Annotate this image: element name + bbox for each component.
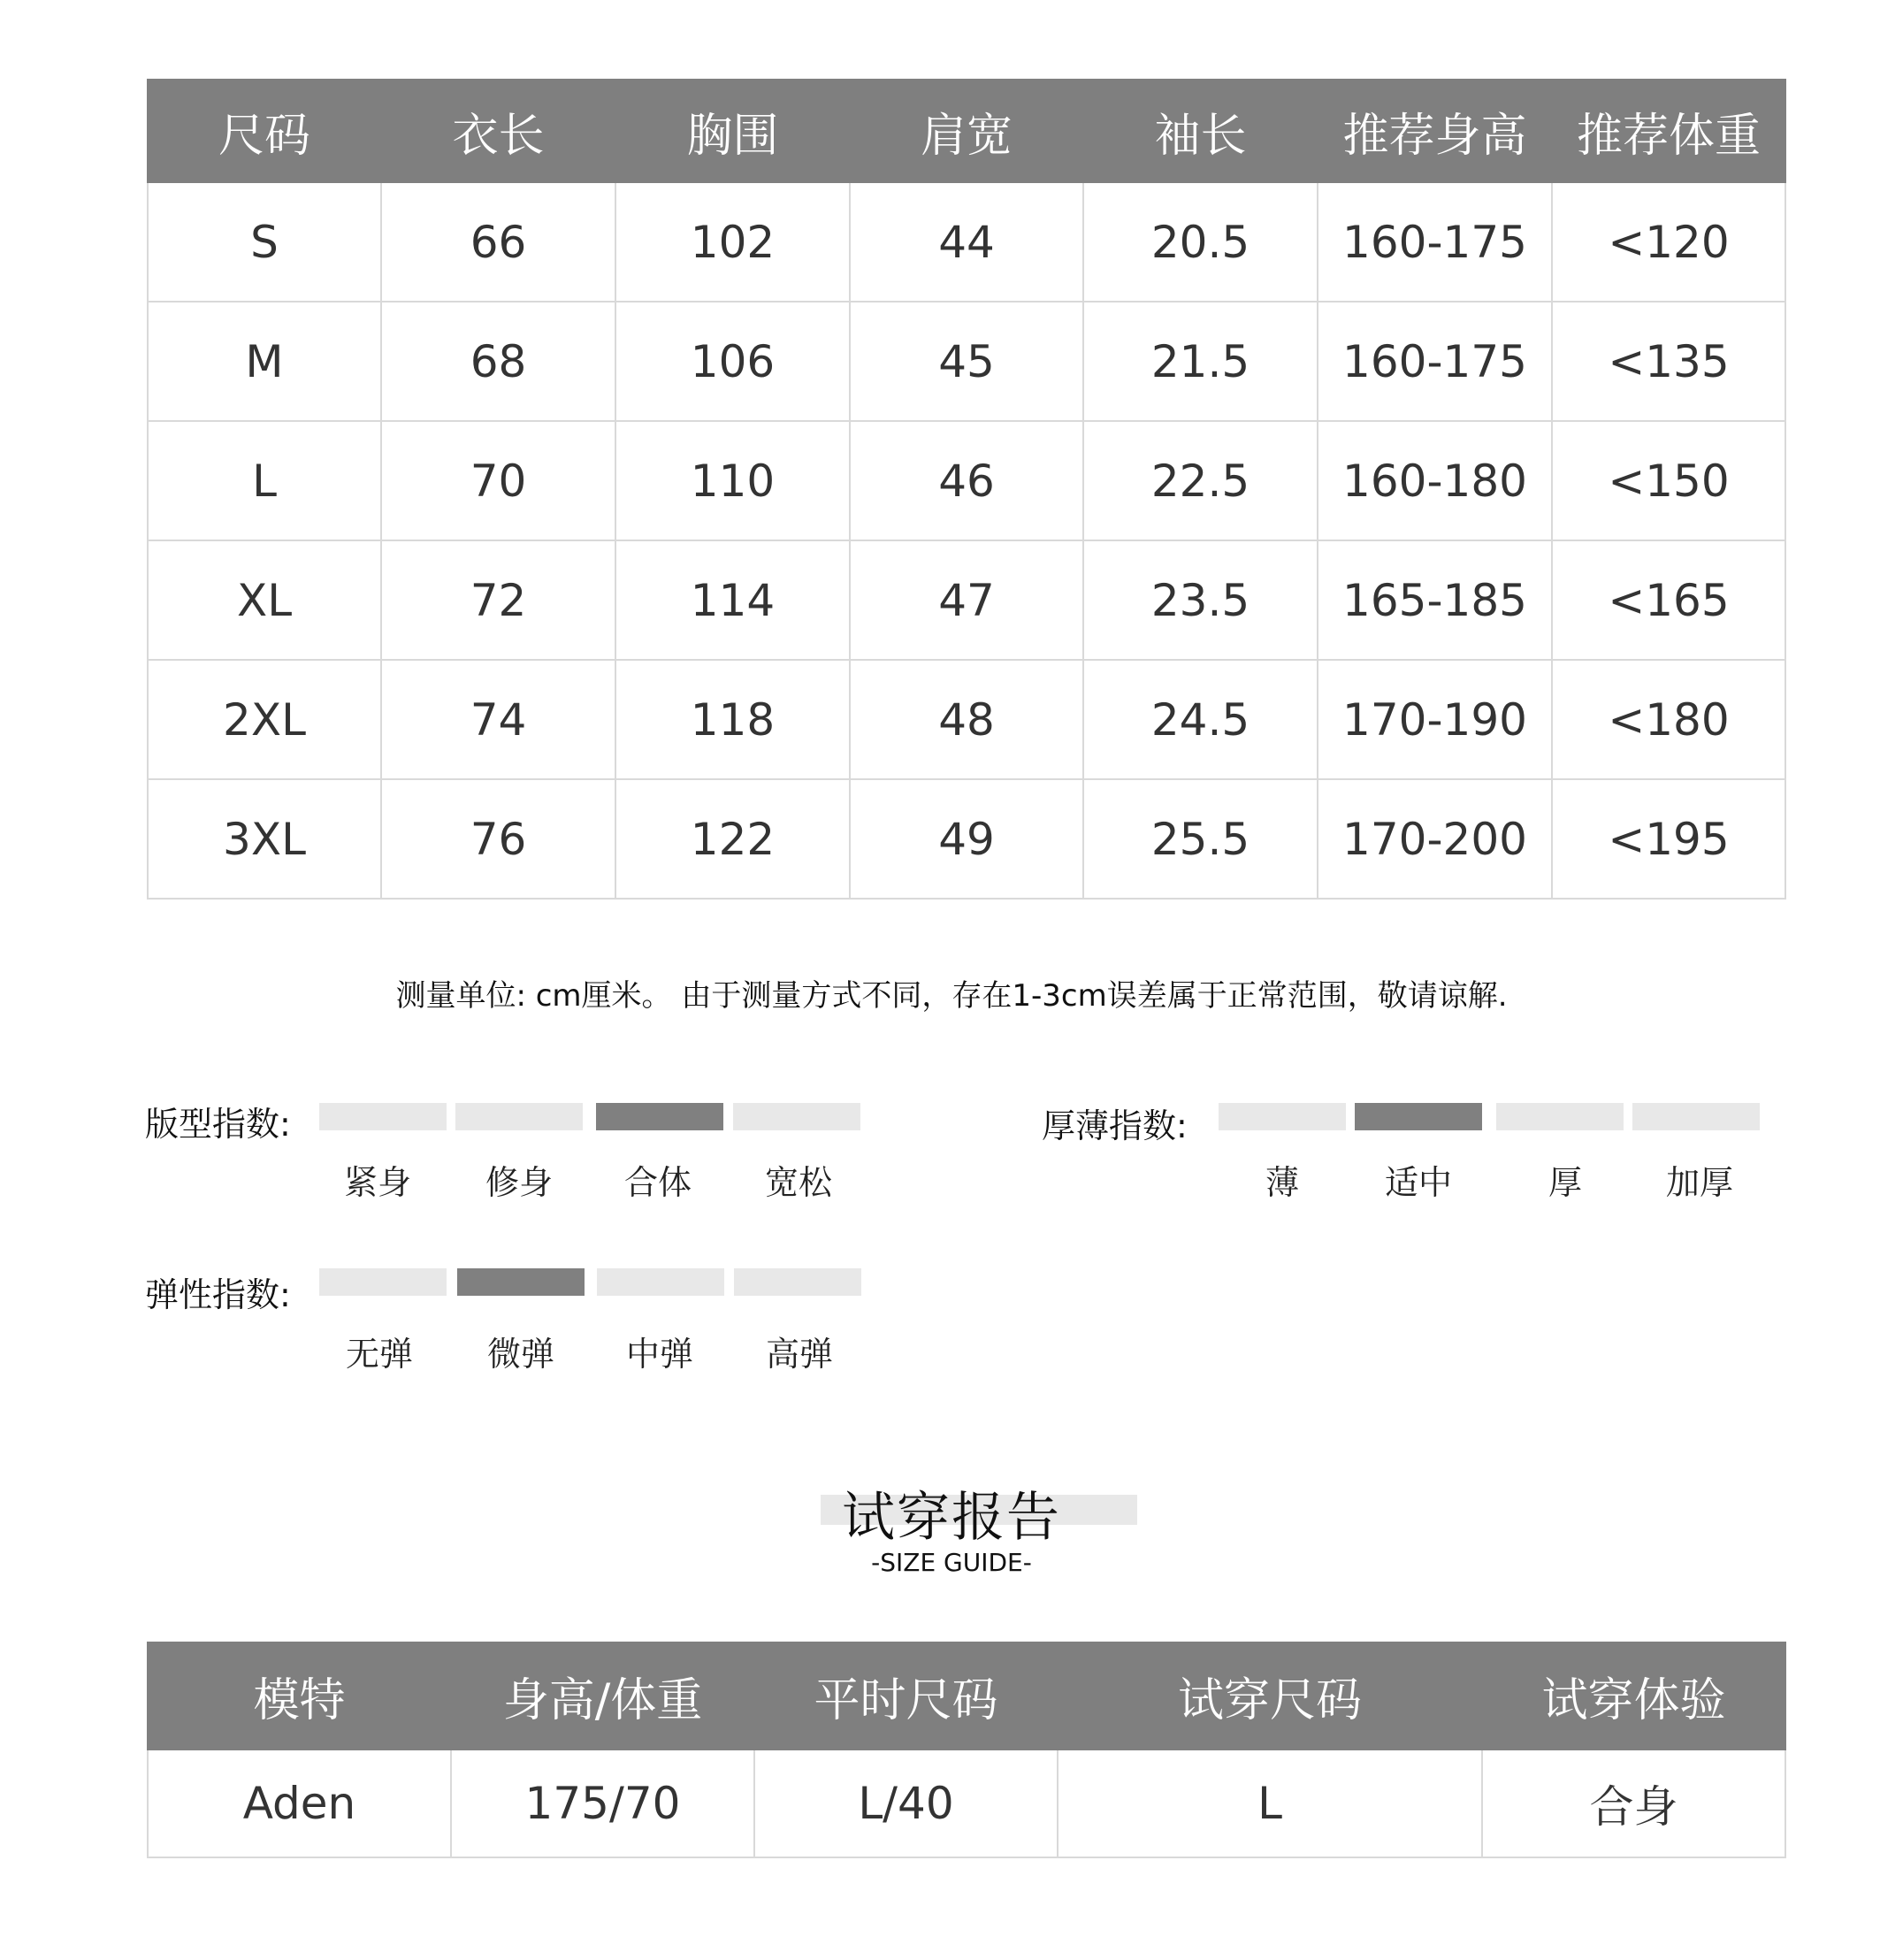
size-table-row (148, 182, 1785, 302)
size-table-cell: M (148, 302, 381, 421)
size-table-cell: <150 (1552, 421, 1785, 540)
elasticity-option-label: 无弹 (345, 1335, 413, 1374)
fit-option-label: 紧身 (343, 1163, 411, 1202)
tryon-table-cell: L/40 (754, 1749, 1058, 1857)
thickness-scale-segment (1355, 1103, 1482, 1130)
size-table-header: 推荐体重 (1552, 80, 1785, 182)
size-table-cell: <120 (1552, 182, 1785, 302)
tryon-table-cell: 175/70 (451, 1749, 754, 1857)
size-table-cell: 45 (850, 302, 1083, 421)
tryon-table-header: 试穿体验 (1482, 1642, 1785, 1749)
size-table-cell: 3XL (148, 779, 381, 899)
size-table-cell: 74 (381, 660, 615, 779)
fit-index-label: 版型指数: (145, 1105, 291, 1144)
size-table-cell: 47 (850, 540, 1083, 660)
tryon-subtitle: -SIZE GUIDE- (871, 1548, 1032, 1577)
size-table-cell: 23.5 (1083, 540, 1318, 660)
tryon-table-header-row (148, 1642, 1785, 1749)
size-table (147, 79, 1786, 900)
elasticity-scale-segment (597, 1268, 724, 1296)
fit-option-label: 宽松 (764, 1163, 832, 1202)
size-table-header: 肩宽 (850, 80, 1083, 182)
size-table-cell: 46 (850, 421, 1083, 540)
elasticity-index-label: 弹性指数: (145, 1275, 291, 1314)
size-table-cell: 24.5 (1083, 660, 1318, 779)
thickness-option-label: 薄 (1265, 1163, 1299, 1202)
size-table-cell: 68 (381, 302, 615, 421)
elasticity-option-label: 中弹 (625, 1335, 693, 1374)
size-table-cell: 165-185 (1318, 540, 1552, 660)
size-table-cell: 25.5 (1083, 779, 1318, 899)
size-table-row (148, 421, 1785, 540)
size-table-cell: 160-175 (1318, 302, 1552, 421)
tryon-table-cell: 合身 (1482, 1749, 1785, 1857)
size-table-cell: 21.5 (1083, 302, 1318, 421)
fit-scale-segment (455, 1103, 583, 1130)
size-table-row (148, 660, 1785, 779)
fit-scale-segment (733, 1103, 860, 1130)
size-table-cell: <195 (1552, 779, 1785, 899)
elasticity-option-label: 高弹 (765, 1335, 833, 1374)
size-table-cell: S (148, 182, 381, 302)
elasticity-scale-segment (457, 1268, 585, 1296)
thickness-option-label: 加厚 (1665, 1163, 1733, 1202)
tryon-title: 试穿报告 (842, 1487, 1061, 1549)
size-table-header: 衣长 (381, 80, 615, 182)
size-table-header-row (148, 80, 1785, 182)
fit-option-label: 合体 (623, 1163, 692, 1202)
size-table-header: 尺码 (148, 80, 381, 182)
size-table-cell: 48 (850, 660, 1083, 779)
size-table-header: 胸围 (615, 80, 850, 182)
size-table-cell: 110 (615, 421, 850, 540)
size-table-cell: <165 (1552, 540, 1785, 660)
fit-scale-segment (596, 1103, 723, 1130)
tryon-table-header: 平时尺码 (754, 1642, 1058, 1749)
tryon-table-header: 身高/体重 (451, 1642, 754, 1749)
elasticity-option-label: 微弹 (486, 1335, 554, 1374)
elasticity-scale-segment (319, 1268, 447, 1296)
size-table-cell: 114 (615, 540, 850, 660)
size-table-cell: 122 (615, 779, 850, 899)
thickness-scale-segment (1632, 1103, 1760, 1130)
size-table-cell: L (148, 421, 381, 540)
size-table-cell: 76 (381, 779, 615, 899)
size-table-cell: <180 (1552, 660, 1785, 779)
tryon-table-header: 试穿尺码 (1058, 1642, 1482, 1749)
size-table-cell: 170-200 (1318, 779, 1552, 899)
size-table-row (148, 302, 1785, 421)
size-table-row (148, 540, 1785, 660)
size-table-cell: 106 (615, 302, 850, 421)
size-table-cell: 72 (381, 540, 615, 660)
size-table-cell: 170-190 (1318, 660, 1552, 779)
thickness-index-label: 厚薄指数: (1042, 1106, 1188, 1145)
size-table-cell: 2XL (148, 660, 381, 779)
tryon-table-cell: Aden (148, 1749, 451, 1857)
thickness-scale-segment (1219, 1103, 1346, 1130)
size-table-cell: 160-180 (1318, 421, 1552, 540)
size-table-cell: 44 (850, 182, 1083, 302)
size-table-cell: XL (148, 540, 381, 660)
tryon-table-cell: L (1058, 1749, 1482, 1857)
tryon-table-row (148, 1749, 1785, 1857)
tryon-table-header: 模特 (148, 1642, 451, 1749)
thickness-scale-segment (1496, 1103, 1624, 1130)
size-table-cell: 66 (381, 182, 615, 302)
size-table-cell: <135 (1552, 302, 1785, 421)
fit-option-label: 修身 (485, 1163, 553, 1202)
size-table-header: 袖长 (1083, 80, 1318, 182)
elasticity-scale-segment (734, 1268, 861, 1296)
thickness-option-label: 厚 (1548, 1163, 1582, 1202)
size-table-cell: 49 (850, 779, 1083, 899)
tryon-table (147, 1642, 1786, 1858)
size-table-cell: 22.5 (1083, 421, 1318, 540)
size-table-cell: 102 (615, 182, 850, 302)
measurement-note: 测量单位: cm厘米。 由于测量方式不同，存在1-3cm误差属于正常范围，敬请谅解. (395, 978, 1508, 1014)
size-table-cell: 118 (615, 660, 850, 779)
size-table-cell: 160-175 (1318, 182, 1552, 302)
thickness-option-label: 适中 (1384, 1163, 1452, 1202)
size-table-row (148, 779, 1785, 899)
size-table-cell: 20.5 (1083, 182, 1318, 302)
size-table-header: 推荐身高 (1318, 80, 1552, 182)
size-table-cell: 70 (381, 421, 615, 540)
fit-scale-segment (319, 1103, 447, 1130)
